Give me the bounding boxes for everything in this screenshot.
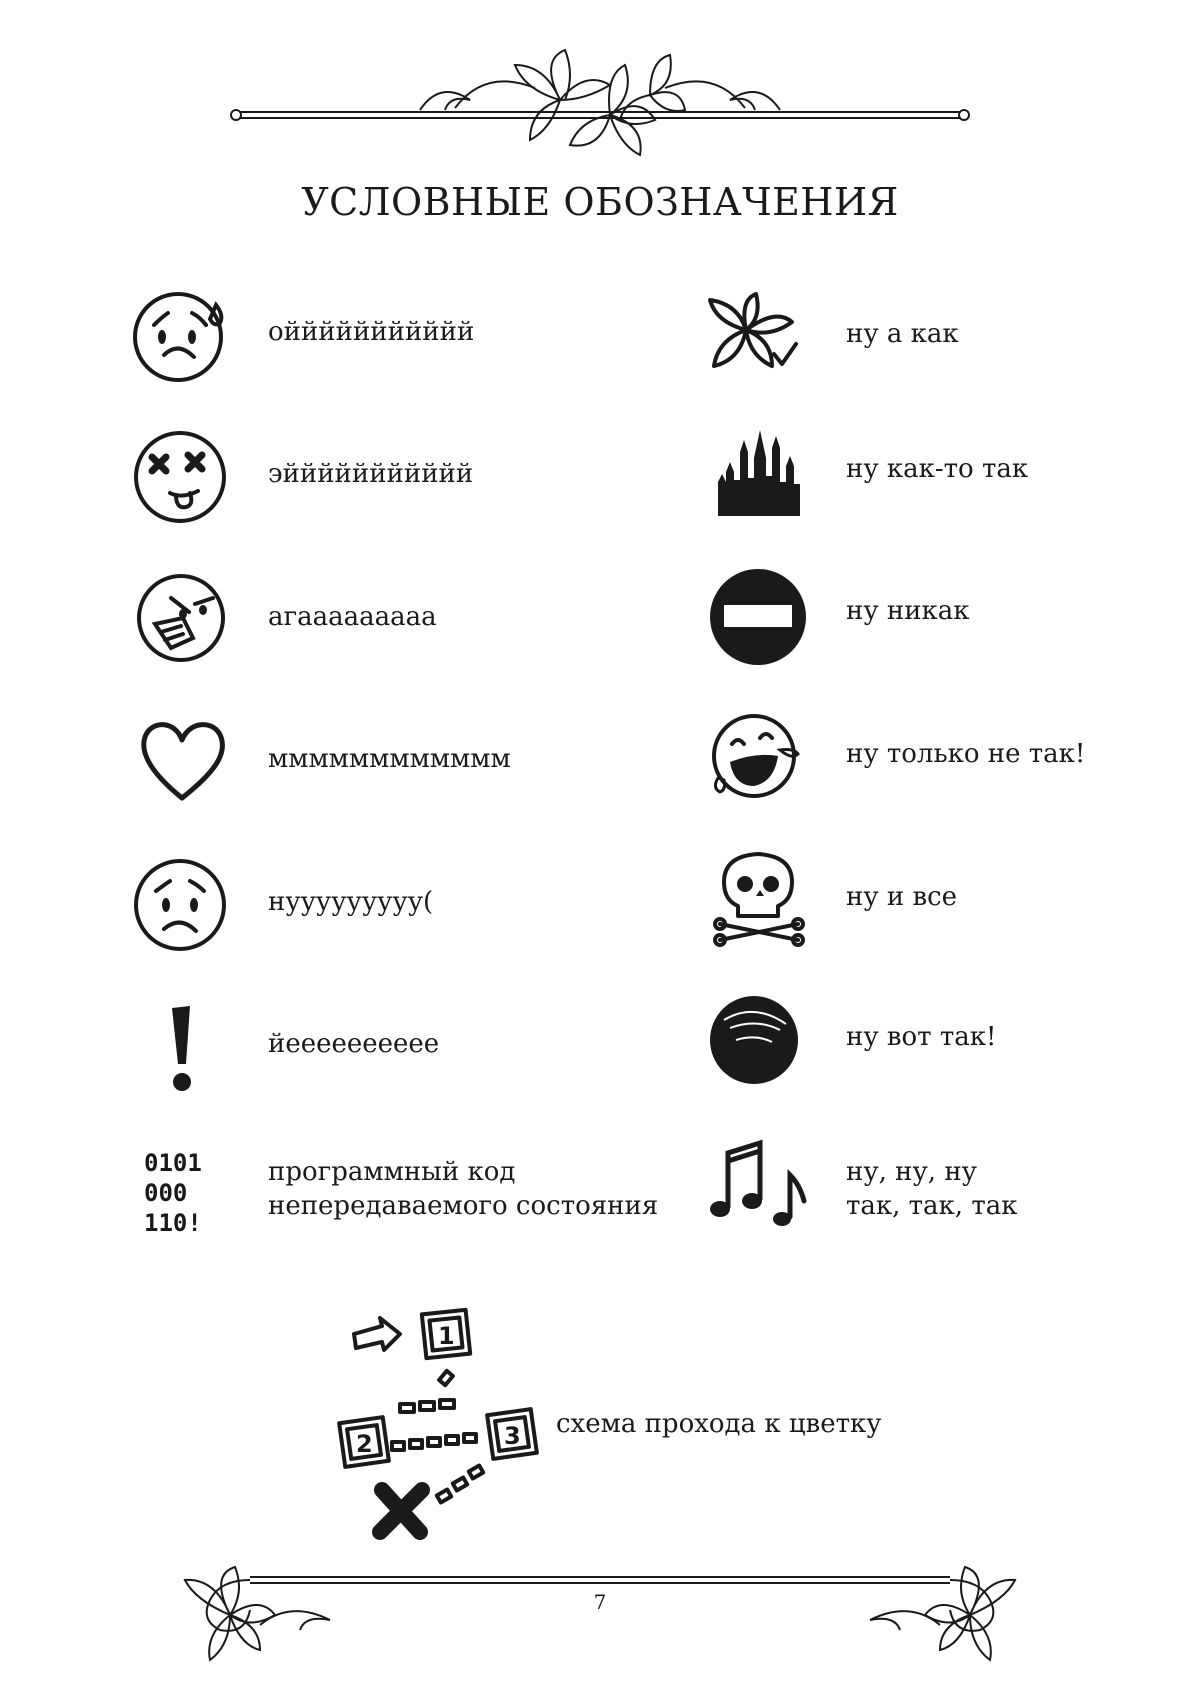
legend-label-binary-line1: программный код xyxy=(268,1157,516,1187)
legend-label-angry: агааааааааа xyxy=(268,602,437,632)
no-entry-icon xyxy=(708,567,808,667)
heart-icon xyxy=(135,712,230,807)
scribble-ball-icon xyxy=(706,990,806,1090)
top-ornament xyxy=(0,40,1200,190)
legend-label-music-line2: так, так, так xyxy=(846,1191,1018,1221)
legend-label-scheme: схема прохода к цветку xyxy=(556,1409,882,1439)
legend-label-flower: ну а как xyxy=(846,319,959,349)
legend-label-laughing: ну только не так! xyxy=(846,739,1086,769)
svg-text:000: 000 xyxy=(144,1179,188,1207)
legend-label-music-line1: ну, ну, ну xyxy=(846,1157,977,1187)
svg-text:110!: 110! xyxy=(144,1209,202,1237)
flower-check-icon xyxy=(706,290,806,380)
route-scheme-icon xyxy=(330,1300,540,1550)
binary-code-icon xyxy=(140,1145,230,1240)
dizzy-tongue-face-icon xyxy=(130,427,230,527)
route-step-2: 2 xyxy=(356,1430,373,1458)
legend-label-no-entry: ну никак xyxy=(846,596,970,626)
page-number: 7 xyxy=(593,1590,607,1614)
svg-text:0101: 0101 xyxy=(144,1149,202,1177)
exclamation-icon xyxy=(160,1000,205,1095)
legend-label-dizzy: эййййййййййй xyxy=(268,459,474,489)
legend-label-scribble: ну вот так! xyxy=(846,1022,997,1052)
legend-label-heart: мммммммммммм xyxy=(268,744,511,774)
bottom-ornament xyxy=(0,1565,1200,1675)
skull-crossbones-icon xyxy=(712,848,807,948)
laughing-tears-face-icon xyxy=(708,708,808,803)
legend-label-exclamation: йееееееееее xyxy=(268,1029,440,1059)
angry-face-icon xyxy=(133,570,229,666)
legend-label-skull: ну и все xyxy=(846,882,958,912)
legend-label-worried: оййййййййййй xyxy=(268,317,475,347)
music-notes-icon xyxy=(708,1135,808,1230)
legend-label-castle: ну как-то так xyxy=(846,454,1029,484)
worried-sweat-face-icon xyxy=(130,285,230,385)
legend-label-sad: нууууууууу( xyxy=(268,887,434,917)
page-title: УСЛОВНЫЕ ОБОЗНАЧЕНИЯ xyxy=(301,180,899,224)
route-step-3: 3 xyxy=(504,1422,521,1450)
castle-icon xyxy=(714,422,804,517)
legend-label-binary-line2: непередаваемого состояния xyxy=(268,1191,659,1221)
sad-face-icon xyxy=(130,855,230,955)
route-step-1: 1 xyxy=(438,1322,455,1350)
